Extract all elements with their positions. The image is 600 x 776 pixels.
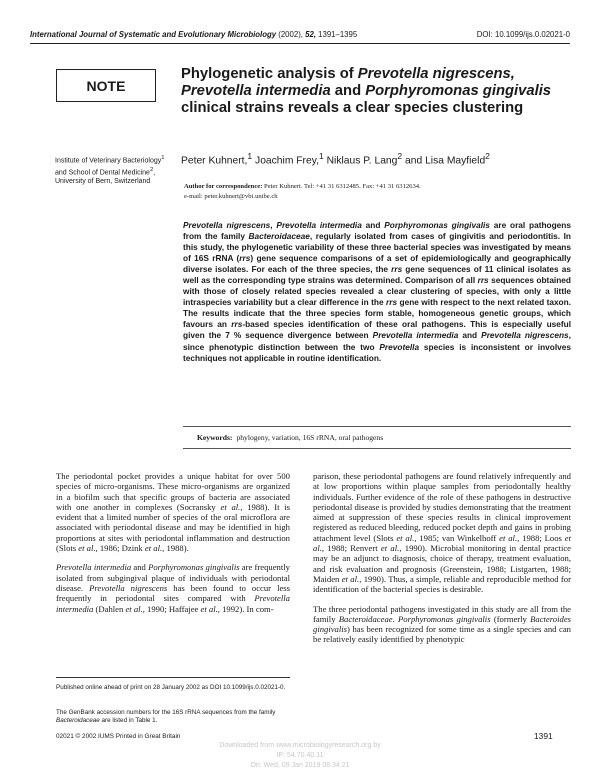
- body-text: , 1990). Microbial monitoring in dental practice may be an adjunct to diagnosis, choice of therapy, treatment evaluation, and risk evaluation and prognosis (Greenstein, 1988; Listgarten, 1988; Maiden: [313, 543, 572, 584]
- journal-name: International Journal of Systematic and Evolutionary Microbiology: [30, 30, 277, 39]
- body-text: .: [392, 613, 399, 624]
- citation-etal: et al.: [220, 501, 241, 512]
- journal-year: (2002),: [278, 30, 303, 39]
- body-text: ) has been recognized for some time as a single species and can be relatively easily identified by phenotypic: [313, 624, 571, 645]
- keywords-box: [183, 426, 571, 449]
- article-title: [181, 66, 576, 117]
- correspondence: [184, 182, 564, 201]
- footnote-text: are listed in Table 1.: [99, 717, 158, 725]
- author-name: Niklaus P. Lang: [323, 155, 398, 167]
- body-column-right: [313, 471, 571, 645]
- title-text: and: [330, 83, 366, 99]
- citation-etal: et al.: [200, 603, 218, 614]
- body-species: Prevotella intermedia: [56, 562, 132, 573]
- watermark-line: IP: 54.70.40.11: [276, 752, 324, 759]
- abstract-species: Bacteroidaceae: [248, 231, 310, 242]
- body-text: (Dahlen: [93, 603, 126, 614]
- abstract-species: Prevotella intermedia: [372, 330, 459, 341]
- abstract-gene: rrs: [477, 275, 489, 286]
- body-text: , 1986; Dzink: [95, 543, 145, 554]
- title-species: Porphyromonas gingivalis: [365, 83, 552, 99]
- abstract-species: Prevotella nigrescens: [481, 330, 569, 341]
- abstract-text: species is inconsistent or involves techniques not applicable in routine identification.: [183, 341, 571, 363]
- title-species: Prevotella intermedia: [181, 83, 331, 99]
- body-text: , 1988). It is evident that a limited number of species of the oral microflora are associated with periodontal disease and may be identified in high proportions at sites with periodontal inflammation and destruction (Slots: [56, 501, 291, 554]
- footnote-rule: [56, 677, 290, 678]
- body-paragraph: [56, 471, 290, 553]
- body-species: Bacteroidaceae: [338, 613, 393, 624]
- title-text: clinical strains reveals a clear species clustering: [181, 100, 524, 116]
- body-paragraph: [313, 604, 571, 645]
- affiliation-text: and School of Dental Medicine: [55, 168, 150, 176]
- abstract-species: Prevotella nigrescens: [183, 220, 271, 230]
- watermark-line: On: Wed, 09 Jan 2019 08:34:21: [250, 762, 350, 769]
- author-name: Joachim Frey,: [252, 155, 319, 167]
- affiliation-mark: 1: [161, 155, 165, 161]
- author-name: and Lisa Mayfield: [402, 155, 486, 167]
- article-type-box: [56, 69, 156, 102]
- keywords-list: phylogeny, variation, 16S rRNA, oral pathogens: [236, 433, 384, 442]
- journal-pages: 1391–1395: [318, 30, 358, 39]
- body-text: , 1988).: [162, 543, 189, 554]
- author-affiliation-mark: 1: [247, 151, 253, 161]
- author-affiliation-mark: 2: [397, 151, 403, 161]
- citation-etal: et al.: [341, 573, 360, 584]
- citation-etal: et al.: [125, 603, 143, 614]
- header-rule: [30, 43, 570, 44]
- body-text: , 1988; Loos: [517, 532, 565, 543]
- body-text: parison, these periodontal pathogens are found relatively infrequently and at low proportions within plaque samples from periodontally healthy individuals. Further evidence of the role of these pathogens in destructive periodontal disease is provided by studies demonstrating that the treatment aimed at suppression of these species results in clinical improvement registered as reduced bleeding, reduced pocket depth and gains in probing attachment level (Slots: [313, 471, 571, 543]
- affiliation-text: Institute of Veterinary Bacteriology: [55, 157, 162, 165]
- author-affiliation-mark: 1: [318, 151, 324, 161]
- title-species: Prevotella nigrescens,: [357, 66, 515, 82]
- correspondence-label: Author for correspondence:: [184, 183, 263, 190]
- abstract: [183, 220, 571, 364]
- doi-header: DOI: 10.1099/ijs.0.02021-0: [476, 30, 570, 39]
- article-type-label: NOTE: [86, 77, 126, 94]
- abstract-text: and: [458, 330, 482, 341]
- body-text: , 1992). In com-: [217, 603, 274, 614]
- abstract-text: , regularly isolated from cases of gingivitis and periodontitis. In this study, the phylogenetic variability of these three bacterial species was investigated by means of 16S rRNA (: [183, 231, 571, 264]
- abstract-gene: rrs: [239, 253, 251, 264]
- correspondence-email[interactable]: e-mail: peter.kuhnert@vbi.unibe.ch: [184, 192, 278, 200]
- abstract-text: ) gene sequence comparisons of a set of epidemiologically and geographically diverse isolates. For each of the three species, the: [183, 253, 571, 275]
- abstract-gene: rrs: [386, 297, 398, 308]
- body-column-left: [56, 471, 290, 614]
- page-number: 1391: [534, 731, 553, 741]
- citation-etal: et al.: [396, 532, 415, 543]
- body-text: has been found to occur less frequently in periodontal sites compared with: [56, 582, 291, 604]
- body-paragraph: [313, 471, 571, 595]
- affiliation-text: , University of Bern, Switzerland: [55, 168, 156, 186]
- author-affiliation-mark: 2: [485, 151, 490, 161]
- abstract-text: sequences obtained with those of closely related species revealed a clear clustering of species, with only a little intraspecies variability but a clear difference in the: [183, 275, 571, 308]
- keywords-label: Keywords:: [197, 433, 233, 442]
- running-header-citation: [30, 30, 357, 39]
- correspondence-line: [184, 182, 564, 192]
- body-species: Bacteroides gingivalis: [313, 613, 572, 635]
- download-watermark: [0, 741, 600, 771]
- abstract-species: Porphyromonas gingivalis: [384, 220, 490, 230]
- abstract-text: gene sequences of 11 clinical isolates as well as the corresponding type strains was determined. Comparison of all: [183, 264, 571, 286]
- body-text: (formerly: [490, 613, 531, 624]
- abstract-text: and: [361, 220, 385, 230]
- body-text: , 1985; van Winkelhoff: [414, 532, 500, 543]
- abstract-species: Prevotella intermedia: [276, 220, 362, 230]
- title-text: Phylogenetic analysis of: [181, 66, 358, 82]
- abstract-text: are oral pathogens from the family: [183, 220, 571, 242]
- citation-etal: et al.: [78, 543, 96, 554]
- body-species: Porphyromonas gingivalis: [148, 562, 240, 573]
- body-text: , 1988; Renvert: [321, 543, 381, 554]
- footnote-published: Published online ahead of print on 28 January 2002 as DOI 10.1099/ijs.0.02021-0.: [56, 684, 286, 691]
- abstract-species: Prevotella: [379, 341, 420, 352]
- body-species: Prevotella nigrescens: [89, 582, 168, 593]
- watermark-line: Downloaded from www.microbiologyresearch.org by: [219, 742, 381, 749]
- abstract-text: , since phenotypic distinction between the two: [183, 330, 571, 352]
- footnote-family: Bacteroidaceae: [56, 717, 100, 725]
- abstract-text: -based species identification of these oral pathogens. This is especially useful given the 7 % sequence divergence between: [183, 319, 572, 341]
- abstract-gene: rrs: [391, 264, 403, 275]
- abstract-text: gene with respect to the next related taxon. The results indicate that the three species form stable, homogeneous genetic groups, which favours an: [183, 297, 571, 330]
- body-text: The periodontal pocket provides a unique habitat for over 500 species of micro-organisms. These micro-organisms are organized in a biofilm such that specific groups of bacteria are associated with one another in complexes (Socransky: [56, 471, 290, 512]
- abstract-gene: rrs: [231, 319, 243, 330]
- footnote-text: The GenBank accession numbers for the 16S rRNA sequences from the family: [56, 709, 276, 716]
- affiliation-mark: 2: [149, 166, 154, 173]
- citation-etal: et al.: [499, 532, 518, 543]
- body-paragraph: [56, 562, 290, 613]
- citation-etal: et al.: [313, 532, 572, 554]
- body-text: The three periodontal pathogens investigated in this study are all from the family: [313, 603, 571, 624]
- copyright-line: 02021 © 2002 IUMS Printed in Great Britain: [56, 733, 181, 740]
- journal-volume: 52,: [305, 30, 316, 39]
- body-text: , 1990; Haffajee: [142, 603, 201, 614]
- author-name: Peter Kuhnert,: [181, 155, 248, 167]
- abstract-text: ,: [270, 220, 277, 230]
- author-list: [181, 151, 576, 166]
- citation-etal: et al.: [380, 543, 400, 554]
- body-text: and: [131, 562, 149, 573]
- body-text: are frequently isolated from subgingival plaque of individuals with periodontal disease.: [56, 562, 290, 593]
- body-species: Prevotella intermedia: [56, 593, 290, 614]
- correspondence-contact: Peter Kuhnert. Tel: +41 31 6312485. Fax: +41 31 6312634.: [262, 183, 421, 190]
- body-species: Porphyromonas gingivalis: [398, 613, 491, 624]
- affiliation: [55, 154, 175, 186]
- footnote-genbank: [56, 709, 290, 726]
- body-text: , 1990). Thus, a simple, reliable and reproducible method for identification of the bacterial species is desirable.: [313, 573, 571, 595]
- citation-etal: et al.: [144, 543, 163, 554]
